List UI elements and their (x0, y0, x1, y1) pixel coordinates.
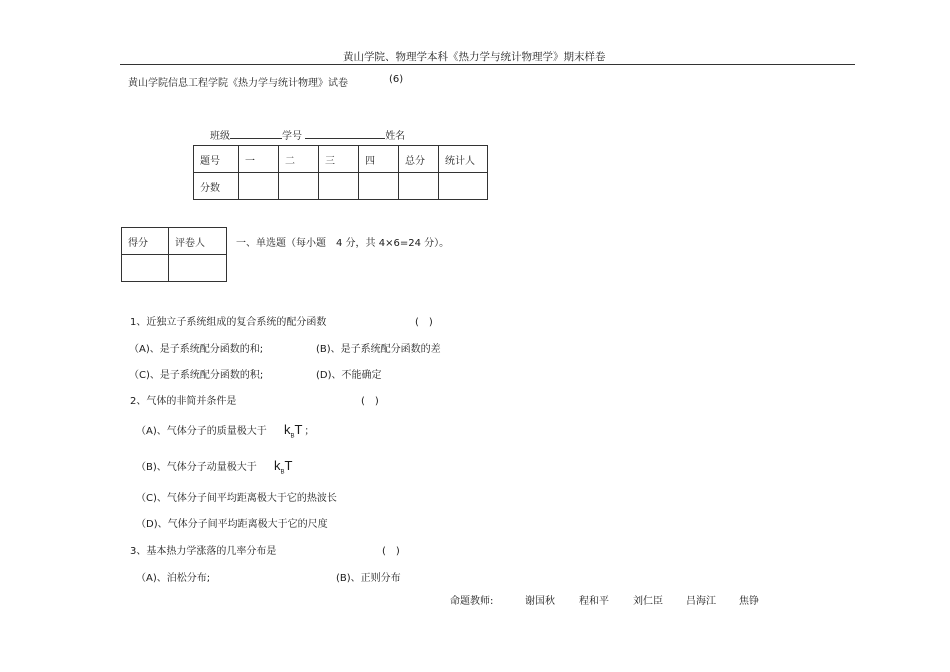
running-title: 黄山学院、物理学本科《热力学与统计物理学》期末样卷 (343, 51, 606, 63)
answer-paren: ( ) (382, 546, 400, 557)
score-header-cell: 三 (319, 146, 359, 173)
score-cell[interactable] (239, 173, 279, 200)
option-a: （A)、是子系统配分函数的和; (129, 344, 264, 355)
option-b: (B)、是子系统配分函数的差 (316, 344, 441, 355)
option-a-suffix: ； (304, 426, 315, 437)
score-cell[interactable] (399, 173, 439, 200)
kbt-formula: $k_BT$ (283, 422, 303, 440)
teacher-name: 谢国秋 (525, 596, 555, 607)
score-header-cell: 四 (359, 146, 399, 173)
grader-name-cell[interactable] (169, 255, 227, 282)
score-table (193, 145, 488, 200)
option-b-text: （B)、气体分子动量极大于 (136, 462, 257, 473)
answer-paren: ( ) (415, 317, 433, 328)
score-header-cell: 题号 (194, 146, 239, 173)
score-cell[interactable] (279, 173, 319, 200)
footer-label: 命题教师: (450, 596, 494, 607)
option-a (136, 422, 314, 440)
section-title: 一、单选题（每小题 4 分，共 4×6=24 分）。 (236, 238, 450, 249)
question-stem: 3、基本热力学涨落的几率分布是 (130, 546, 277, 557)
teacher-name: 刘仁臣 (633, 596, 663, 607)
option-a: （A)、泊松分布; (136, 573, 211, 584)
score-header-cell: 总分 (399, 146, 439, 173)
option-c: （C)、气体分子间平均距离极大于它的热波长 (136, 493, 337, 504)
paper-number: (6) (389, 74, 404, 85)
score-cell[interactable] (439, 173, 488, 200)
class-label: 班级 (210, 131, 230, 142)
option-b (136, 458, 292, 476)
score-header-cell: 二 (279, 146, 319, 173)
teacher-name: 程和平 (579, 596, 609, 607)
option-d: （D)、气体分子间平均距离极大于它的尺度 (136, 519, 328, 530)
answer-paren: ( ) (361, 396, 379, 407)
grader-table (121, 227, 227, 282)
grader-header-cell: 得分 (122, 228, 169, 255)
score-row-label: 分数 (194, 173, 239, 200)
option-d: (D)、不能确定 (316, 370, 382, 381)
option-b: (B)、正则分布 (336, 573, 401, 584)
grader-header-cell: 评卷人 (169, 228, 227, 255)
id-label: 学号 (282, 131, 302, 142)
student-info-line (210, 127, 405, 142)
option-c: （C)、是子系统配分函数的积; (129, 370, 264, 381)
class-blank[interactable] (230, 127, 282, 139)
question-stem: 2、气体的非简并条件是 (130, 396, 237, 407)
kbt-formula: $k_BT$ (273, 458, 293, 476)
score-header-cell: 统计人 (439, 146, 488, 173)
exam-title: 黄山学院信息工程学院《热力学与统计物理》试卷 (128, 78, 348, 89)
header-rule (120, 64, 855, 65)
question-stem: 1、近独立子系统组成的复合系统的配分函数 (130, 317, 327, 328)
id-blank[interactable] (305, 127, 385, 139)
score-header-cell: 一 (239, 146, 279, 173)
score-cell[interactable] (319, 173, 359, 200)
option-a-text: （A)、气体分子的质量极大于 (136, 426, 267, 437)
teacher-name: 吕海江 (686, 596, 716, 607)
score-cell[interactable] (359, 173, 399, 200)
teacher-name: 焦铮 (739, 596, 759, 607)
grader-score-cell[interactable] (122, 255, 169, 282)
name-label: 姓名 (385, 131, 406, 142)
